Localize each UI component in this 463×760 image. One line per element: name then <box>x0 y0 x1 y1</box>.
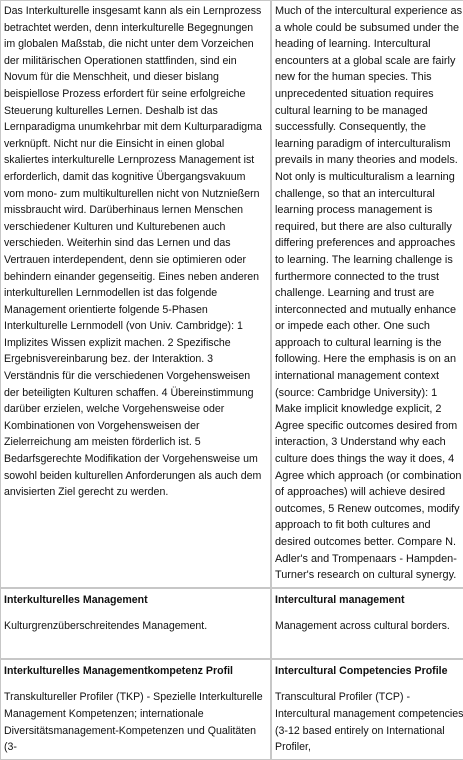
german-term-title: Interkulturelles Management <box>4 593 148 606</box>
english-term-title: Intercultural management <box>275 593 405 606</box>
german-cell <box>0 588 271 659</box>
english-cell <box>271 0 463 588</box>
table-row <box>0 659 463 760</box>
german-definition: Kulturgrenzüberschreitendes Management. <box>4 620 208 633</box>
german-term-title: Interkulturelles Managementkompetenz Profil <box>4 664 233 677</box>
english-cell <box>271 659 463 760</box>
english-term-title: Intercultural Competencies Profile <box>275 664 448 677</box>
german-cell <box>0 659 271 760</box>
german-cell <box>0 0 271 588</box>
german-definition: Transkultureller Profiler (TKP) - Spezielle Interkulturelle Management Kompetenzen; internationale Diversitätsmanagement-Kompetenzen und Qualitäten (3- <box>4 691 263 754</box>
english-definition: Transcultural Profiler (TCP) - Intercultural management competencies (3-12 based entirely on International Profiler, <box>275 691 463 754</box>
english-paragraph: Much of the intercultural experience as a whole could be subsumed under the heading of learning. Intercultural encounters at a global scale are fairly new for the human species. This unprecedented situation requires cultural learning to be managed successfully. Consequently, the learning paradigm of interculturalism prevails in many theories and models. Not only is multiculturalism a learning challenge, so that an intercultural learning process management is required, but there are also culturally differing preferences and approaches to learning. The learning challenge is furthermore connected to the trust challenge. Learning and trust are interconnected and mutually enhance or impede each other. One such approach to cultural learning is the following. Here the emphasis is on an international management context (source: Cambridge University): 1 Make implicit knowledge explicit, 2 Agree specific outcomes desired from interaction, 3 Understand why each culture does things the way it does, 4 Agree which approach (or combination of approaches) will achieve desired outcomes, 5 Renew outcomes, modify approach to fit both cultures and desired outcomes better. Compare N. Adler's and Trompenaars - Hampden-Turner's research on cultural synergy. <box>275 5 463 582</box>
english-cell <box>271 588 463 659</box>
english-definition: Management across cultural borders. <box>275 620 450 633</box>
table-row <box>0 588 463 659</box>
german-paragraph: Das Interkulturelle insgesamt kann als ein Lernprozess betrachtet werden, denn interkulturelle Begegnungen im globalen Maßstab, die nicht unter dem Vorzeichen der militärischen Operationen stattfinden, sind ein Novum für die Menschheit, und dieser bislang beispiellose Prozess erfordert für seine erfolgreiche Steuerung kulturelles Lernen. Deshalb ist das Lernparadigma unumkehrbar mit dem Kulturparadigma verknüpft. Nicht nur die Einsicht in einen global skaliertes interkulturelle Lernprozess Management ist erforderlich, damit das kognitive Übergangsvakuum vom mono- zum multikulturellen nicht von Nutznießern missbraucht wird. Darüberhinaus lernen Menschen verschiedener Kulturen und Kulturebenen auch verschieden. Weiterhin sind das Lernen und das Vertrauen interdependent, denn sie optimieren oder behindern einander gegenseitig. Eines neben anderen interkulturellen Lernmodellen ist das folgende Management orientierte folgende 5-Phasen Interkulturelle Lernmodell (von Univ. Cambridge): 1 Implizites Wissen explizit machen. 2 Spezifische Ergebnisvereinbarung bez. der Interaktion. 3 Verständnis für die verschiedenen Vorgehensweisen der beteiligten Kulturen schaffen. 4 Übereinstimmung darüber erzielen, welche Vorgehensweise oder Kombinationen von Vorgehensweisen der Zielerreichung am meisten förderlich ist. 5 Bedarfsgerechte Modifikation der Vorgehensweise um sowohl beiden kulturellen Anforderungen als auch dem anvisierten Ziel gerecht zu werden. <box>4 5 262 499</box>
